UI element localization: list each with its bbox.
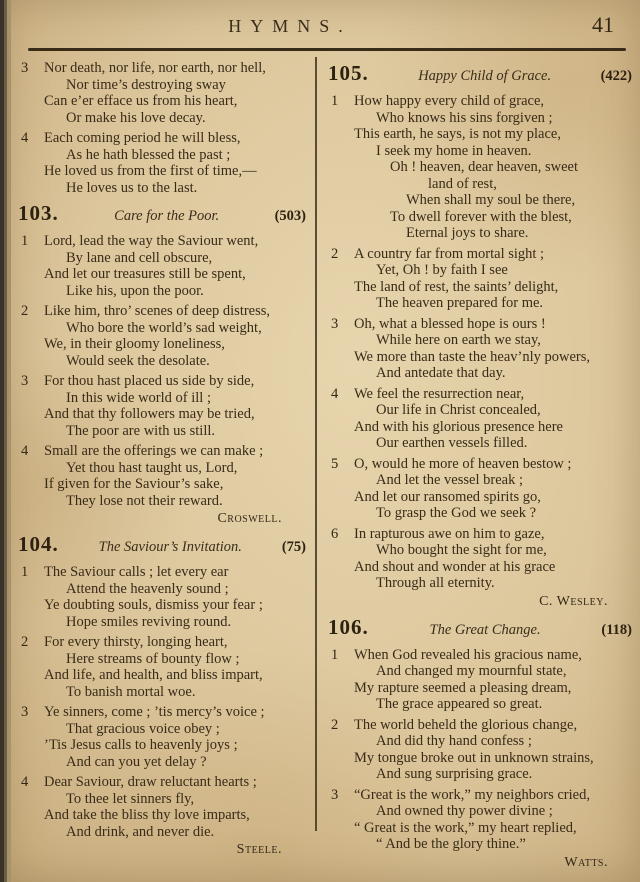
verse-line: And let our treasures still be spent,	[44, 266, 246, 282]
hymn-block	[18, 60, 308, 196]
verse-line: And let the vessel break ;	[376, 472, 523, 488]
running-title: HYMNS.	[228, 16, 352, 36]
verse	[18, 303, 308, 369]
verse-line: I seek my home in heaven.	[376, 142, 532, 159]
verse-number: 1	[21, 233, 29, 249]
verse-line: To thee let sinners fly,	[66, 790, 195, 807]
hymn-number: 106.	[328, 614, 369, 639]
page-number: 41	[592, 12, 614, 37]
verse-line: Nor time’s destroying sway	[66, 76, 226, 93]
verse-line: That gracious voice obey ;	[66, 720, 220, 737]
binding-edge	[0, 0, 11, 882]
page-header	[0, 10, 640, 48]
verse-number: 4	[21, 443, 29, 459]
verse-line: Lord, lead the way the Saviour went,	[44, 233, 259, 249]
verse-line: Each coming period he will bless,	[44, 130, 241, 146]
verse-line: To banish mortal woe.	[66, 683, 196, 700]
verse-number: 6	[331, 525, 339, 542]
verse-line: And with his glorious presence here	[354, 418, 563, 435]
verse-line: Would seek the desolate.	[66, 352, 210, 369]
verse-line: O, would he more of heaven bestow ;	[354, 455, 572, 472]
verse	[328, 456, 634, 522]
verse-line: How happy every child of grace,	[354, 93, 545, 109]
verse-line: While here on earth we stay,	[376, 332, 541, 348]
verse	[328, 246, 634, 312]
verse-line: Oh, what a blessed hope is ours !	[354, 315, 546, 332]
verse-number: 5	[331, 455, 339, 472]
hymn-block	[18, 531, 308, 858]
verse-line: My tongue broke out in unknown strains,	[354, 749, 594, 766]
verse-line: He loved us from the first of time,—	[44, 163, 257, 179]
hymn-block	[328, 614, 634, 871]
verse-line: And did thy hand confess ;	[376, 733, 532, 749]
verse-line: When shall my soul be there,	[406, 192, 576, 208]
verse-number: 2	[331, 245, 339, 262]
verse-line: They lose not their reward.	[66, 492, 223, 509]
author-attribution: Watts.	[564, 854, 608, 870]
verse-line: Eternal joys to share.	[406, 225, 529, 241]
verse-line: As he hath blessed the past ;	[66, 146, 231, 163]
verse	[328, 787, 634, 853]
verse-line: The heaven prepared for me.	[376, 295, 544, 311]
verse-line: In this wide world of ill ;	[66, 389, 211, 406]
verse-line: To grasp the God we seek ?	[376, 505, 537, 521]
verse-number: 1	[331, 93, 339, 109]
verse-line: Who bought the sight for me,	[376, 542, 547, 558]
verse-line: By lane and cell obscure,	[66, 249, 213, 266]
verse-line: Attend the heavenly sound ;	[66, 580, 229, 597]
verse-line: Who bore the world’s sad weight,	[66, 319, 262, 336]
verse-line: My rapture seemed a pleasing dream,	[354, 679, 572, 696]
hymn-tune-ref: (503)	[274, 208, 306, 224]
verse-line: Like him, thro’ scenes of deep distress,	[44, 303, 271, 319]
verse-number: 4	[331, 385, 339, 402]
verse-line: Nor death, nor life, nor earth, nor hell,	[44, 60, 266, 76]
verse-number: 2	[21, 634, 29, 650]
author-attribution: C. Wesley.	[539, 593, 608, 609]
verse-line: This earth, he says, is not my place,	[354, 126, 561, 142]
verse-line: And sung surprising grace.	[376, 766, 533, 782]
verse-line: The world beheld the glorious change,	[354, 716, 578, 733]
verse	[328, 93, 634, 242]
verse-line: Yet thou hast taught us, Lord,	[66, 459, 238, 476]
verse-line: Here streams of bounty flow ;	[66, 650, 240, 667]
hymn-tune-ref: (75)	[281, 539, 306, 555]
hymn-tune-ref: (422)	[600, 68, 632, 84]
verse	[328, 316, 634, 382]
verse	[18, 774, 308, 840]
hymn-header	[18, 531, 306, 560]
hymn-header	[18, 200, 306, 229]
verse-line: Our life in Christ concealed,	[376, 402, 541, 418]
verse-line: And shout and wonder at his grace	[354, 558, 556, 575]
verse-number: 2	[331, 716, 339, 733]
left-column	[18, 56, 316, 882]
verse-line: And can you yet delay ?	[66, 753, 207, 770]
text-columns	[18, 56, 634, 882]
verse-number: 2	[21, 303, 29, 319]
verse-number: 4	[21, 130, 29, 146]
verse	[18, 130, 308, 196]
verse-number: 4	[21, 774, 29, 790]
verse-line: For thou hast placed us side by side,	[44, 373, 255, 389]
verse-number: 1	[331, 646, 339, 663]
author-attribution: Croswell.	[217, 511, 282, 526]
verse-line: Or make his love decay.	[66, 109, 206, 126]
header-rule	[28, 48, 626, 51]
verse-line: “ And be the glory thine.”	[376, 836, 526, 852]
verse	[18, 704, 308, 770]
verse-line: For every thirsty, longing heart,	[44, 634, 228, 650]
verse-line: The land of rest, the saints’ delight,	[354, 278, 559, 295]
verse	[328, 717, 634, 783]
hymn-block	[18, 200, 308, 527]
verse-line: Ye sinners, come ; ’tis mercy’s voice ;	[44, 704, 265, 720]
verse-line: We, in their gloomy loneliness,	[44, 336, 225, 352]
verse-line: “ Great is the work,” my heart replied,	[354, 819, 577, 836]
verse-line: land of rest,	[428, 175, 497, 192]
verse-line: When God revealed his gracious name,	[354, 646, 582, 663]
hymn-number: 105.	[328, 61, 369, 85]
hymn-title: The Great Change.	[429, 621, 541, 638]
verse-line: And changed my mournful state,	[376, 663, 567, 679]
verse-line: ’Tis Jesus calls to heavenly joys ;	[44, 737, 238, 753]
verse-line: Ye doubting souls, dismiss your fear ;	[44, 597, 263, 613]
verse-line: And life, and health, and bliss impart,	[44, 667, 263, 683]
right-column	[316, 56, 634, 882]
verse-line: And let our ransomed spirits go,	[354, 488, 541, 505]
verse-line: And owned thy power divine ;	[376, 803, 553, 819]
verse-line: Our earthen vessels filled.	[376, 435, 528, 451]
verse-number: 3	[331, 786, 339, 803]
verse-line: We feel the resurrection near,	[354, 385, 525, 402]
verse-number: 3	[21, 373, 29, 389]
verse-line: We more than taste the heav’nly powers,	[354, 348, 590, 365]
verse	[328, 386, 634, 452]
verse-number: 1	[21, 564, 29, 580]
verse-line: In rapturous awe on him to gaze,	[354, 525, 545, 542]
verse-number: 3	[21, 704, 29, 720]
verse-line: And drink, and never die.	[66, 823, 215, 840]
hymn-header	[328, 60, 632, 89]
verse	[18, 634, 308, 700]
verse-line: Like his, upon the poor.	[66, 282, 204, 299]
verse	[18, 60, 308, 126]
verse-line: The poor are with us still.	[66, 422, 216, 439]
verse-line: And take the bliss thy love imparts,	[44, 807, 250, 823]
hymn-number: 104.	[18, 532, 59, 556]
hymn-title: Happy Child of Grace.	[418, 68, 552, 84]
verse-line: Can e’er efface us from his heart,	[44, 93, 238, 109]
hymn-tune-ref: (118)	[601, 621, 632, 638]
verse-line: The Saviour calls ; let every ear	[44, 564, 229, 580]
verse-line: Who knows his sins forgiven ;	[376, 109, 553, 126]
verse-line: Dear Saviour, draw reluctant hearts ;	[44, 774, 257, 790]
verse	[18, 443, 308, 509]
verse-line: He loves us to the last.	[66, 179, 198, 196]
verse-line: Hope smiles reviving round.	[66, 613, 232, 630]
verse	[328, 526, 634, 592]
verse-line: And that thy followers may be tried,	[44, 406, 255, 422]
hymn-title: The Saviour’s Invitation.	[98, 539, 242, 555]
hymn-title: Care for the Poor.	[114, 208, 220, 224]
verse	[328, 647, 634, 713]
verse-number: 3	[331, 315, 339, 332]
hymn-number: 103.	[18, 201, 59, 225]
hymn-header	[328, 614, 632, 643]
verse-line: If given for the Saviour’s sake,	[44, 476, 224, 492]
author-attribution: Steele.	[236, 842, 282, 857]
verse-line: Through all eternity.	[376, 575, 495, 591]
verse-line: A country far from mortal sight ;	[354, 245, 545, 262]
verse	[18, 373, 308, 439]
verse-line: To dwell forever with the blest,	[390, 208, 572, 225]
verse-number: 3	[21, 60, 29, 76]
verse-line: The grace appeared so great.	[376, 696, 543, 712]
hymn-block	[328, 60, 634, 610]
verse-line: Small are the offerings we can make ;	[44, 443, 264, 459]
verse-line: Oh ! heaven, dear heaven, sweet	[390, 159, 579, 175]
verse-line: And antedate that day.	[376, 365, 506, 381]
verse	[18, 564, 308, 630]
verse-line: “Great is the work,” my neighbors cried,	[354, 786, 590, 803]
verse-line: Yet, Oh ! by faith I see	[376, 262, 508, 278]
verse	[18, 233, 308, 299]
